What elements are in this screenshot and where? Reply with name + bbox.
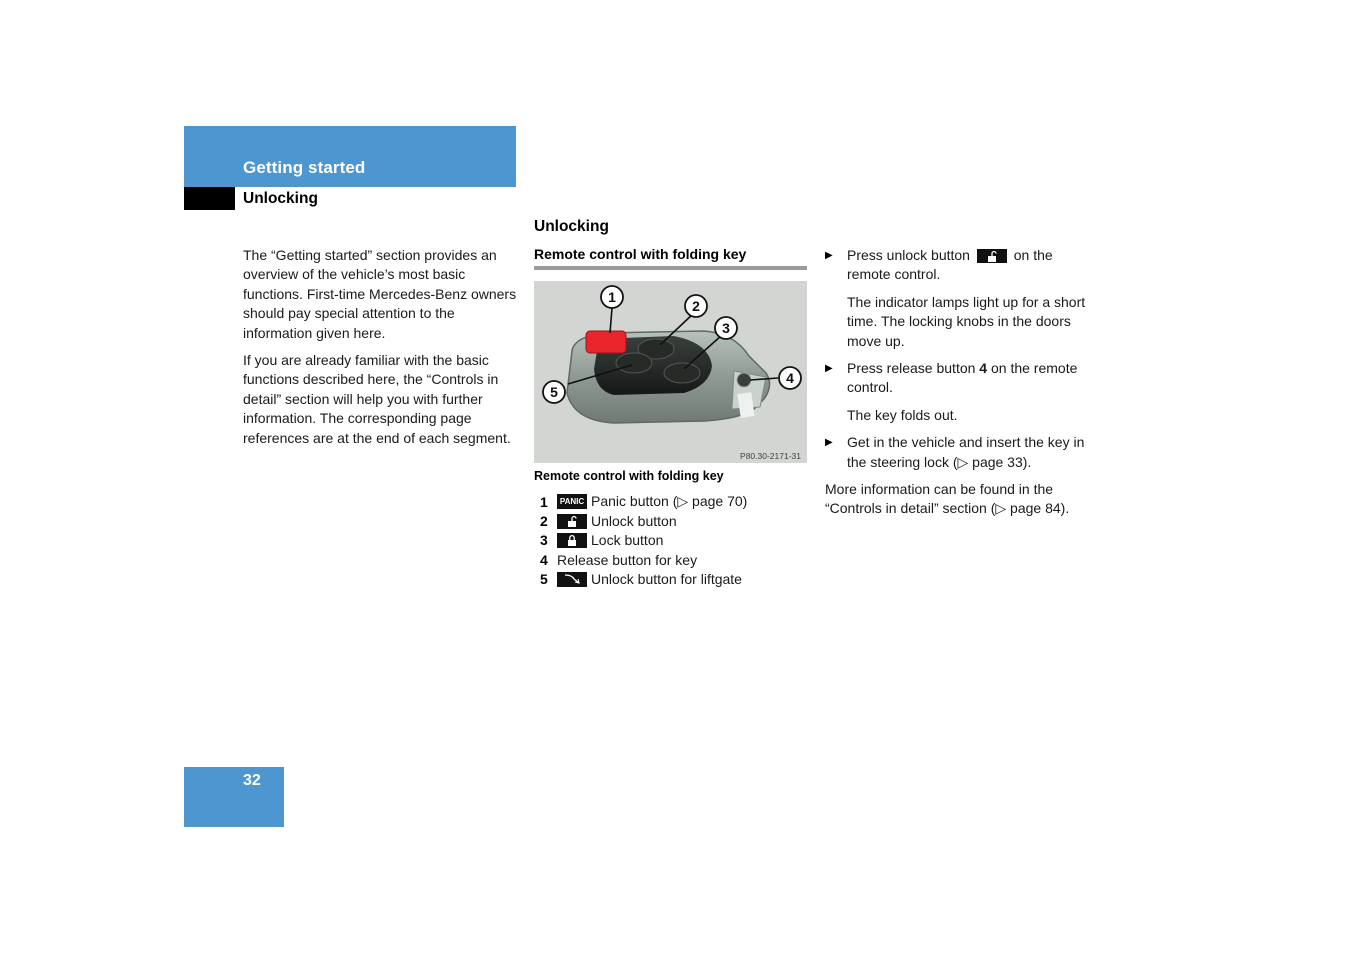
step-2-ref: 4 <box>979 360 988 377</box>
intro-text <box>243 246 518 456</box>
legend-number: 1 <box>540 493 548 510</box>
figure-heading: Remote control with folding key <box>534 246 747 262</box>
remote-key-figure <box>534 281 807 463</box>
step-1-text-b: on the remote control. <box>847 247 1053 283</box>
panic-icon: PANIC <box>557 494 587 509</box>
step-3 <box>825 433 1100 472</box>
remote-key-illustration <box>534 281 807 463</box>
section-title: Getting started <box>243 158 366 177</box>
liftgate-icon <box>557 572 587 587</box>
unlock-icon <box>977 249 1007 263</box>
intro-paragraph-1: The “Getting started” section provides an overview of the vehicle’s most basic functions. First-time Mercedes-Benz owners should pay special attention to the information given here. <box>243 247 517 341</box>
legend-text: Release button for key <box>557 551 698 568</box>
step-1-text-a: Press unlock button <box>847 247 970 263</box>
bullet-arrow-icon: ▶ <box>825 363 833 375</box>
callout-label-4: 4 <box>786 370 794 386</box>
legend-number: 3 <box>540 532 548 549</box>
step-3-text: Get in the vehicle and insert the key in the steering lock (▷ page 33). <box>847 434 1085 470</box>
legend-number: 2 <box>540 513 548 530</box>
subsection-title: Unlocking <box>243 190 318 207</box>
legend-text: Panic button (▷ page 70) <box>591 493 748 510</box>
figure-legend <box>540 492 747 589</box>
intro-paragraph-2: If you are already familiar with the basic functions described here, the “Controls in detail” section will help you with further information. The corresponding page references are at the end of each segment. <box>243 352 511 446</box>
unlock-icon <box>557 514 587 529</box>
step-2-text-a: Press release button <box>847 360 976 377</box>
figure-code: P80.30-2171-31 <box>740 451 801 461</box>
page-number-box <box>184 767 284 827</box>
subsection-marker <box>184 187 235 210</box>
more-info: More information can be found in the “Controls in detail” section (▷ page 84). <box>825 481 1070 517</box>
callout-label-3: 3 <box>722 320 730 336</box>
bullet-arrow-icon: ▶ <box>825 437 833 449</box>
main-heading: Unlocking <box>534 218 609 235</box>
step-2 <box>825 359 1100 398</box>
legend-item-4 <box>540 550 747 569</box>
legend-number: 4 <box>540 551 548 568</box>
callout-label-1: 1 <box>608 289 616 305</box>
step-1 <box>825 246 1100 285</box>
legend-number: 5 <box>540 571 548 588</box>
bullet-arrow-icon: ▶ <box>825 250 833 261</box>
callout-label-2: 2 <box>692 298 700 314</box>
legend-text: Unlock button for liftgate <box>591 571 742 588</box>
page-number: 32 <box>243 772 261 789</box>
instructions <box>825 246 1100 527</box>
callout-label-5: 5 <box>550 384 558 400</box>
legend-item-2 <box>540 511 747 530</box>
legend-item-3 <box>540 531 747 550</box>
step-2-text-b: on the remote control. <box>847 360 1078 396</box>
legend-item-5 <box>540 570 747 589</box>
heading-rule <box>534 266 807 270</box>
legend-text: Unlock button <box>591 513 677 530</box>
figure-caption: Remote control with folding key <box>534 469 724 483</box>
lock-icon <box>557 533 587 548</box>
step-2-note: The key folds out. <box>847 406 958 423</box>
step-1-note: The indicator lamps light up for a short time. The locking knobs in the doors move up. <box>847 293 1086 349</box>
legend-item-1 <box>540 492 747 511</box>
legend-text: Lock button <box>591 532 664 549</box>
